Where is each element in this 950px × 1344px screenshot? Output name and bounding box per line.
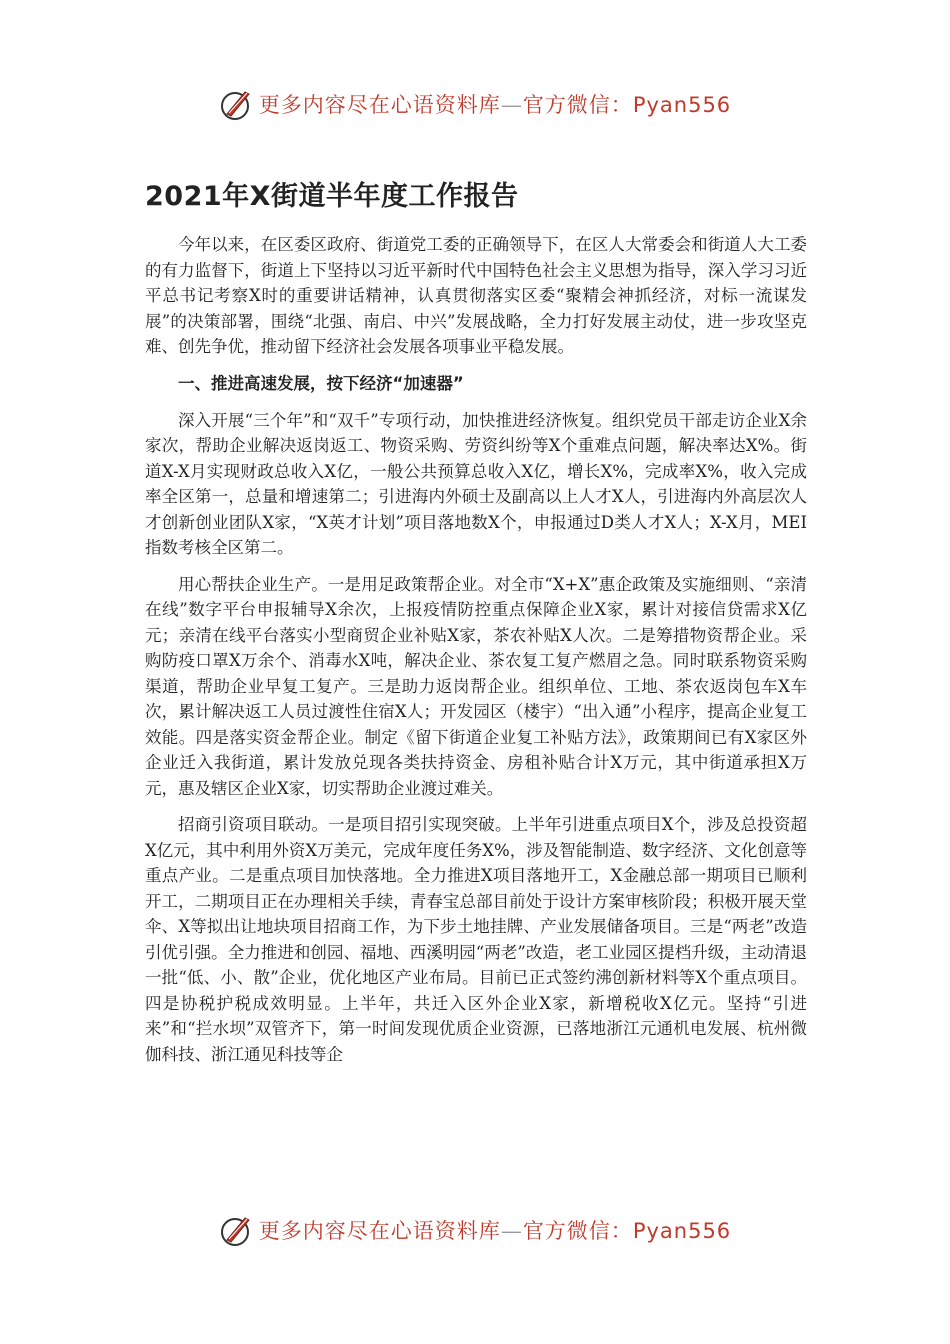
body-paragraph: 深入开展“三个年”和“双千”专项行动，加快推进经济恢复。组织党员干部走访企业X余家次，帮助企业解决返岗返工、物资采购、劳资纠纷等X个重难点问题，解决率达X%。街道X-X月实现财政总收入X亿，一般公共预算总收入X亿，增长X%，完成率X%，收入完成率全区第一，总量和增速第二；引进海内外硕士及副高以上人才X人，引进海内外高层次人才创新创业团队X家，“X英才计划”项目落地数X个，申报通过D类人才X人；X-X月，MEI指数考核全区第二。 — [145, 410, 807, 557]
footer-watermark-banner — [0, 1210, 950, 1250]
document-body — [145, 232, 807, 1078]
header-watermark-banner — [0, 84, 950, 124]
body-paragraph: 招商引资项目联动。一是项目招引实现突破。上半年引进重点项目X个，涉及总投资超X亿元，其中利用外资X万美元，完成年度任务X%，涉及智能制造、数字经济、文化创意等重点产业。二是重点项目加快落地。全力推进X项目落地开工，X金融总部一期项目已顺利开工，二期项目正在办理相关手续，青春宝总部目前处于设计方案审核阶段；积极开展天堂伞、X等拟出让地块项目招商工作，为下步土地挂牌、产业发展储备项目。三是“两老”改造引优引强。全力推进和创园、福地、西溪明园“两老”改造，老工业园区提档升级，主动清退一批“低、小、散”企业，优化地区产业布局。目前已正式签约沸创新材料等X个重点项目。四是协税护税成效明显。上半年，共迁入区外企业X家，新增税收X亿元。坚持“引进来”和“拦水坝”双管齐下，第一时间发现优质企业资源，已落地浙江元通机电发展、杭州微伽科技、浙江通见科技等企 — [145, 815, 807, 1064]
watermark-text: 更多内容尽在心语资料库—官方微信：Pyan556 — [258, 93, 732, 117]
quill-logo-icon — [219, 1212, 255, 1248]
body-paragraph: 用心帮扶企业生产。一是用足政策帮企业。对全市“X+X”惠企政策及实施细则、“亲清在线”数字平台申报辅导X余次，上报疫情防控重点保障企业X家，累计对接信贷需求X亿元；亲清在线平台落实小型商贸企业补贴X家，茶农补贴X人次。二是筹措物资帮企业。采购防疫口罩X万余个、消毒水X吨，解决企业、茶农复工复产燃眉之急。同时联系物资采购渠道，帮助企业早复工复产。三是助力返岗帮企业。组织单位、工地、茶农返岗包车X车次，累计解决返工人员过渡性住宿X人；开发园区（楼宇）“出入通”小程序，提高企业复工效能。四是落实资金帮企业。制定《留下街道企业复工补贴方法》，政策期间已有X家区外企业迁入我街道，累计发放兑现各类扶持资金、房租补贴合计X万元，其中街道承担X万元，惠及辖区企业X家，切实帮助企业渡过难关。 — [145, 574, 807, 798]
intro-paragraph: 今年以来，在区委区政府、街道党工委的正确领导下，在区人大常委会和街道人大工委的有力监督下，街道上下坚持以习近平新时代中国特色社会主义思想为指导，深入学习习近平总书记考察X时的重要讲话精神，认真贯彻落实区委“聚精会神抓经济，对标一流谋发展”的决策部署，围绕“北强、南启、中兴”发展战略，全力打好发展主动仗，进一步攻坚克难、创先争优，推动留下经济社会发展各项事业平稳发展。 — [145, 235, 807, 356]
watermark-text: 更多内容尽在心语资料库—官方微信：Pyan556 — [258, 1219, 732, 1243]
quill-logo-icon — [219, 86, 255, 122]
section-heading: 一、推进高速发展，按下经济“加速器” — [178, 373, 464, 393]
document-title: 2021年X街道半年度工作报告 — [145, 181, 519, 212]
